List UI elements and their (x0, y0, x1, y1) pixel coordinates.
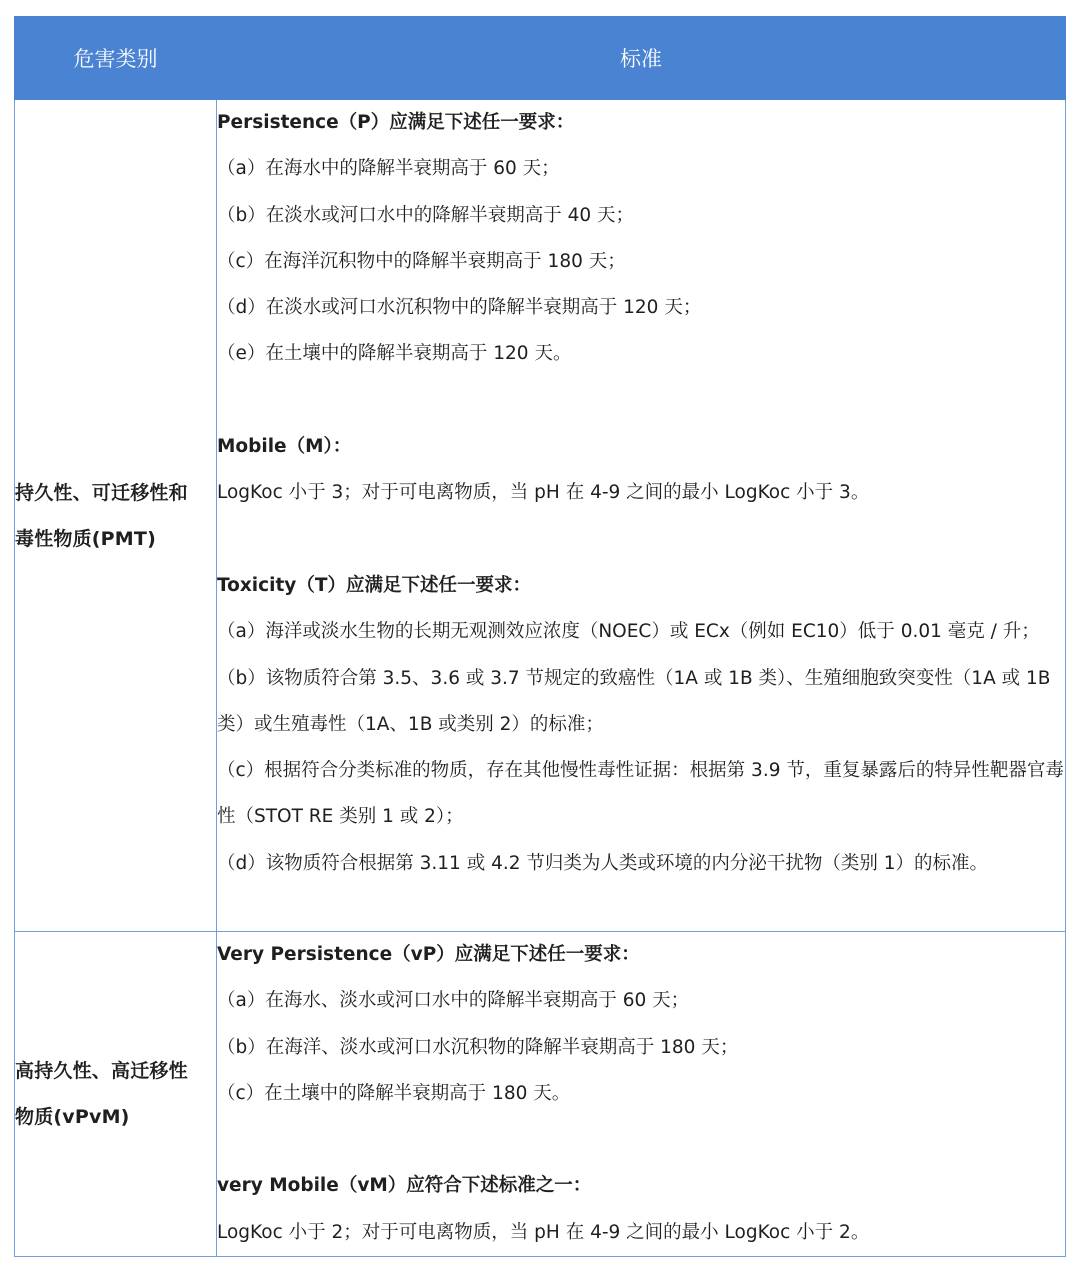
spacer (217, 517, 1065, 563)
table-row-vpvm (15, 932, 1066, 1257)
toxicity-item: （a）海洋或淡水生物的长期无观测效应浓度（NOEC）或 ECx（例如 EC10）低于 0.01 毫克 / 升； (217, 621, 1040, 643)
toxicity-item: （c）根据符合分类标准的物质，存在其他慢性毒性证据：根据第 3.9 节，重复暴露后的特异性靶器官毒性（STOT RE 类别 1 或 2）； (217, 760, 1064, 828)
persistence-item: （c）在海洋沉积物中的降解半衰期高于 180 天； (217, 250, 626, 272)
category-line: 高持久性、高迁移性 (15, 1060, 188, 1083)
spacer (217, 1117, 1065, 1163)
very-mobile-title: very Mobile（vM）应符合下述标准之一： (217, 1175, 592, 1197)
mobile-title: Mobile（M）： (217, 436, 352, 458)
very-persistence-item: （b）在海洋、淡水或河口水沉积物的降解半衰期高于 180 天； (217, 1036, 739, 1058)
very-persistence-item: （a）在海水、淡水或河口水中的降解半衰期高于 60 天； (217, 990, 690, 1012)
very-mobile-text: LogKoc 小于 2；对于可电离物质，当 pH 在 4-9 之间的最小 LogKoc 小于 2。 (217, 1221, 870, 1243)
header-standard: 标准 (217, 17, 1066, 100)
persistence-item: （a）在海水中的降解半衰期高于 60 天； (217, 158, 560, 180)
persistence-item: （d）在淡水或河口水沉积物中的降解半衰期高于 120 天； (217, 297, 702, 319)
table-row-pmt (15, 100, 1066, 932)
category-line: 持久性、可迁移性和 (15, 481, 188, 504)
spacer (217, 378, 1065, 424)
mobile-text: LogKoc 小于 3；对于可电离物质，当 pH 在 4-9 之间的最小 LogKoc 小于 3。 (217, 482, 870, 504)
standard-cell-pmt (217, 100, 1066, 932)
category-cell-pmt (15, 100, 217, 932)
persistence-item: （e）在土壤中的降解半衰期高于 120 天。 (217, 343, 572, 365)
toxicity-title: Toxicity（T）应满足下述任一要求： (217, 574, 531, 596)
toxicity-item: （b）该物质符合第 3.5、3.6 或 3.7 节规定的致癌性（1A 或 1B 类）、生殖细胞致突变性（1A 或 1B 类）或生殖毒性（1A、1B 或类别 2）的标准； (217, 667, 1051, 735)
very-persistence-item: （c）在土壤中的降解半衰期高于 180 天。 (217, 1082, 571, 1104)
table-header-row (15, 17, 1066, 100)
category-cell-vpvm (15, 932, 217, 1257)
standard-cell-vpvm (217, 932, 1066, 1257)
hazard-standards-table (14, 16, 1066, 1257)
category-line: 物质(vPvM) (15, 1106, 130, 1129)
persistence-title: Persistence（P）应满足下述任一要求： (217, 112, 575, 133)
toxicity-item: （d）该物质符合根据第 3.11 或 4.2 节归类为人类或环境的内分泌干扰物（类别 1）的标准。 (217, 852, 989, 874)
header-category: 危害类别 (15, 17, 217, 100)
very-persistence-title: Very Persistence（vP）应满足下述任一要求： (217, 944, 640, 965)
category-line: 毒性物质(PMT) (15, 527, 156, 550)
persistence-item: （b）在淡水或河口水中的降解半衰期高于 40 天； (217, 204, 635, 226)
